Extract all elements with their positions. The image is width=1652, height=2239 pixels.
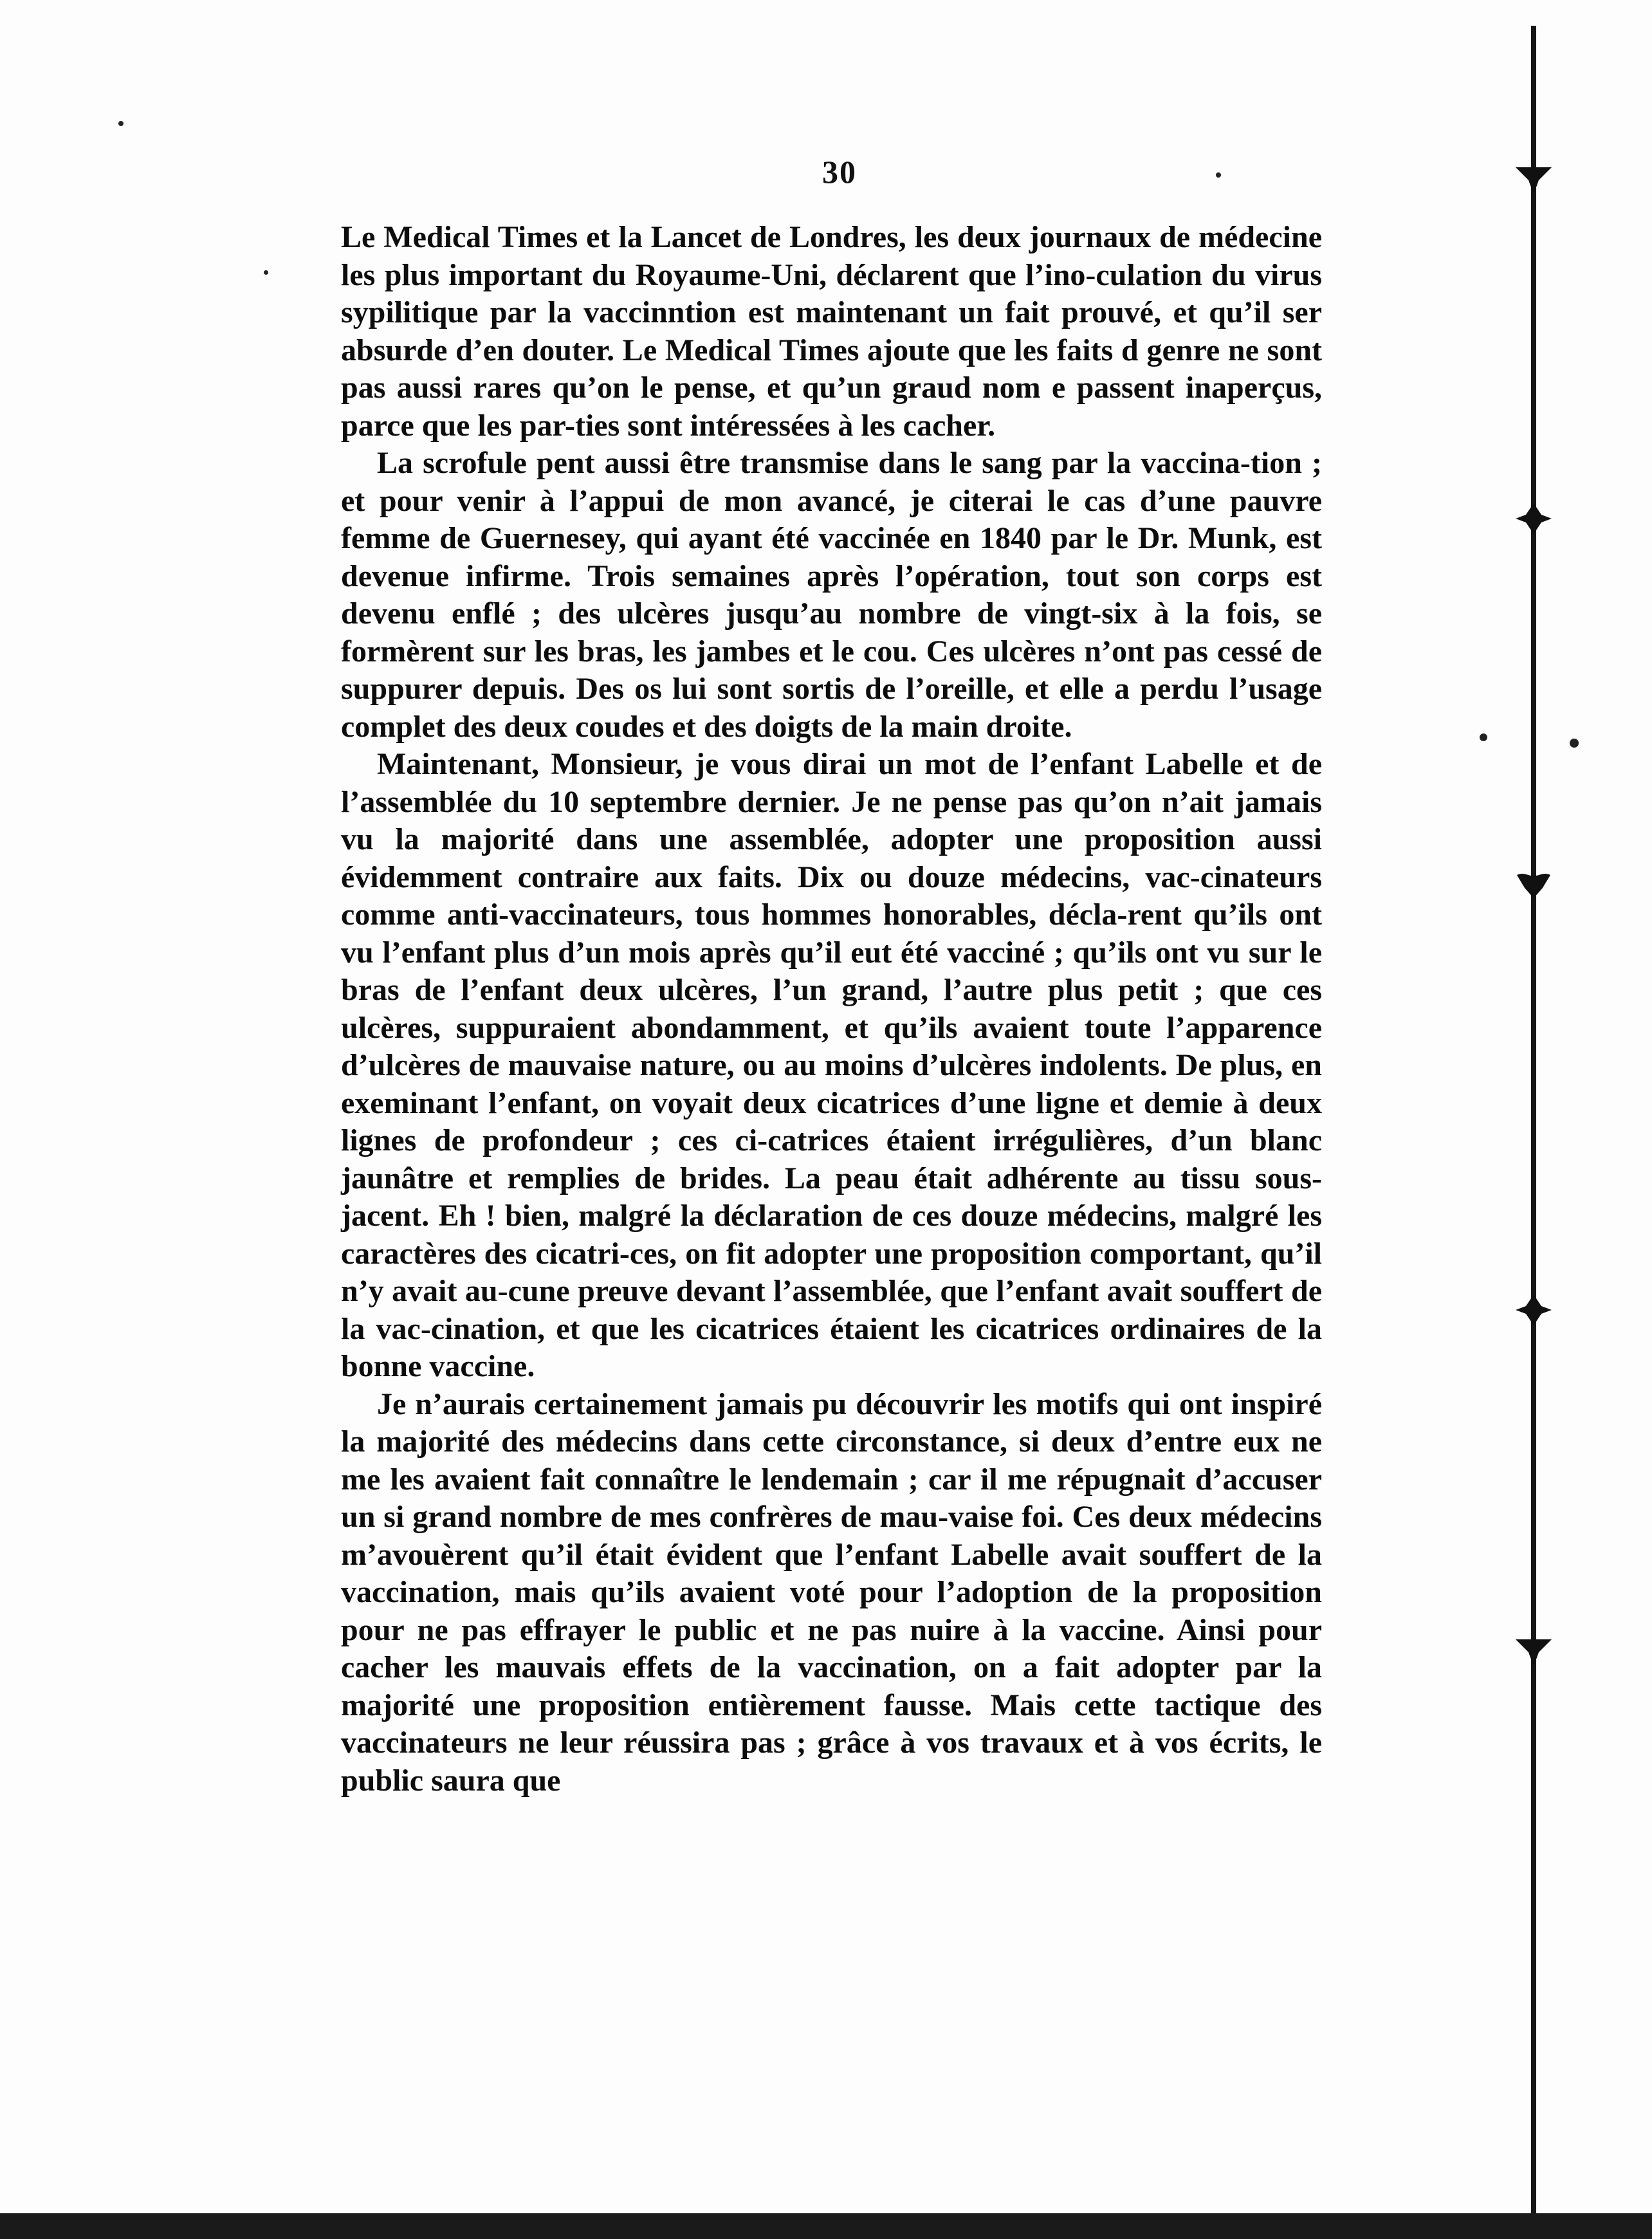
scan-speck xyxy=(1480,733,1487,741)
scan-bottom-edge xyxy=(0,2213,1652,2239)
paragraph-4: Je n’aurais certainement jamais pu découvrir les motifs qui ont inspiré la majorité des médecins dans cette circonstance, si deux d’entre eux ne me les avaient fait connaître le lendemain ; car il me répugnait d’accuser un si grand nombre de mes confrères de mau-vaise foi. Ces deux médecins m’avouèrent qu’il était évident que l’enfant Labelle avait souffert de la vaccination, mais qu’ils avaient voté pour l’adoption de la proposition pour ne pas effrayer le public et ne pas nuire à la vaccine. Ainsi pour cacher les mauvais effets de la vaccination, on a fait adopter par la majorité une proposition entièrement fausse. Mais cette tactique des vaccinateurs ne leur réussira pas ; grâce à vos travaux et à vos écrits, le public saura que xyxy=(341,1387,1322,1798)
paragraph-3: Maintenant, Monsieur, je vous dirai un mot de l’enfant Labelle et de l’assemblée du 10 septembre dernier. Je ne pense pas qu’on n’ait jamais vu la majorité dans une assemblée, adopter une proposition aussi évidemment contraire aux faits. Dix ou douze médecins, vac-cinateurs comme anti-vaccinateurs, tous hommes honorables, décla-rent qu’ils ont vu l’enfant plus d’un mois après qu’il eut été vacciné ; qu’ils ont vu sur le bras de l’enfant deux ulcères, l’un grand, l’autre plus petit ; que ces ulcères, suppuraient abondamment, et qu’ils avaient toute l’apparence d’ulcères de mauvaise nature, ou au moins d’ulcères indolents. De plus, en exeminant l’enfant, on voyait deux cicatrices d’une ligne et demie à deux lignes de profondeur ; ces ci-catrices étaient irrégulières, d’un blanc jaunâtre et remplies de brides. La peau était adhérente au tissu sous-jacent. Eh ! bien, malgré la déclaration de ces douze médecins, malgré les caractères des cicatri-ces, on fit adopter une proposition comportant, qu’il n’y avait au-cune preuve devant l’assemblée, que l’enfant avait souffert de la vac-cination, et que les cicatrices étaient les cicatrices ordinaires de la bonne vaccine. xyxy=(341,747,1322,1383)
scan-speck xyxy=(264,270,268,275)
binding-stitch-mark xyxy=(1513,162,1554,196)
scan-speck xyxy=(118,121,124,126)
binding-stitch-mark xyxy=(1513,869,1554,902)
paragraph-1: Le Medical Times et la Lancet de Londres, les deux journaux de médecine les plus important du Royaume-Uni, déclarent que l’ino-culation du virus sypilitique par la vaccinntion est maintenant un fait prouvé, et qu’il ser absurde d’en douter. Le Medical Times ajoute que les faits d genre ne sont pas aussi rares qu’on le pense, et qu’un graud nom e passent inaperçus, parce que les par-ties sont intéressées à les cacher. xyxy=(341,220,1322,443)
paragraph-2: La scrofule pent aussi être transmise dans le sang par la vaccina-tion ; et pour venir à l’appui de mon avancé, je citerai le cas d’une pauvre femme de Guernesey, qui ayant été vaccinée en 1840 par le Dr. Munk, est devenue infirme. Trois semaines après l’opération, tout son corps est devenu enflé ; des ulcères jusqu’au nombre de vingt-six à la fois, se formèrent sur les bras, les jambes et le cou. Ces ulcères n’ont pas cessé de suppurer depuis. Des os lui sont sortis de l’oreille, et elle a perdu l’usage complet des deux coudes et des doigts de la main droite. xyxy=(341,446,1322,744)
page-number: 30 xyxy=(822,154,857,190)
binding-stitch-mark xyxy=(1513,502,1554,535)
binding-stitch-mark xyxy=(1513,1634,1554,1668)
page-edge-rule xyxy=(1531,26,1536,2239)
scan-speck xyxy=(1570,739,1579,748)
body-text xyxy=(341,219,1322,1800)
scan-speck xyxy=(1216,172,1221,178)
binding-stitch-mark xyxy=(1513,1293,1554,1327)
